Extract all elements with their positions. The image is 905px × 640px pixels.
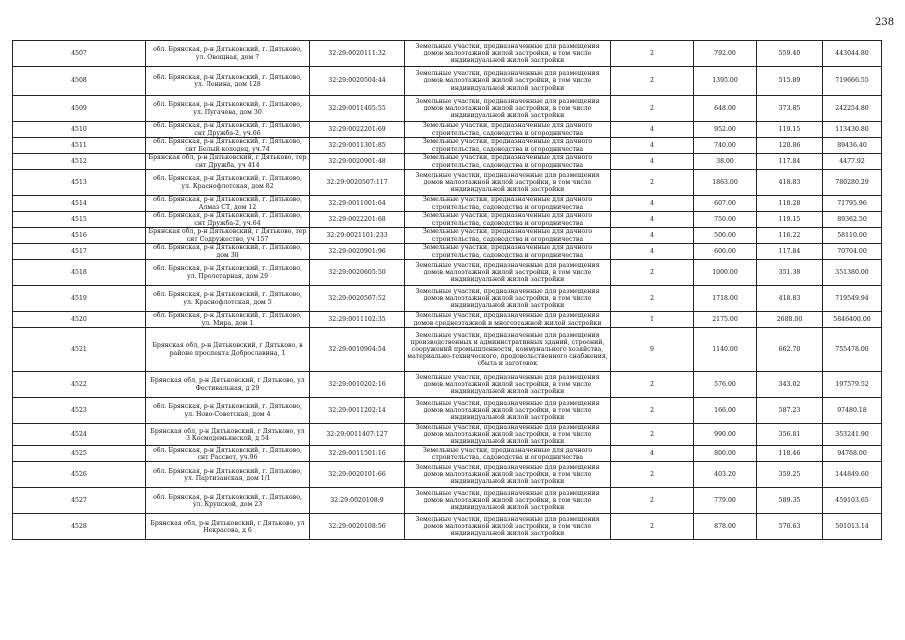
area-cell: 1000.00 — [694, 260, 757, 286]
table-row — [13, 312, 882, 328]
area-cell: 878.00 — [694, 514, 757, 540]
cadastral-number-cell: 32:29:0011301:85 — [310, 138, 405, 154]
address-cell: Брянская обл, р-н Дятьковский, г Дятьково, тер снт Дружба, уч 414 — [146, 154, 310, 170]
address-cell: обл. Брянская, р-н Дятьковский, г. Дятьково, ул. Пугачева, дом 30 — [146, 96, 310, 122]
land-use-cell: Земельные участки, предназначенные для размещения домов малоэтажной жилой застройки, в том числе индивидуальной жилой застройки — [405, 260, 611, 286]
row-number-cell: 4521 — [13, 328, 146, 372]
row-number-cell: 4513 — [13, 170, 146, 196]
row-number-cell: 4528 — [13, 514, 146, 540]
address-cell: обл. Брянская, р-н Дятьковский, г. Дятьково, дом 30 — [146, 244, 310, 260]
group-cell: 2 — [611, 488, 694, 514]
cadastral-value-cell: 113430.80 — [823, 122, 882, 138]
cadastral-value-cell: 353241.90 — [823, 424, 882, 446]
cadastral-number-cell: 32:29:0011501:16 — [310, 446, 405, 462]
price-cell: 356.81 — [757, 424, 823, 446]
cadastral-value-cell: 242254.80 — [823, 96, 882, 122]
land-use-cell: Земельные участки, предназначенные для размещения домов малоэтажной жилой застройки, в том числе индивидуальной жилой застройки — [405, 170, 611, 196]
land-use-cell: Земельные участки, предназначенные для размещения домов малоэтажной жилой застройки, в том числе индивидуальной жилой застройки — [405, 398, 611, 424]
group-cell: 4 — [611, 212, 694, 228]
price-cell: 570.63 — [757, 514, 823, 540]
row-number-cell: 4509 — [13, 96, 146, 122]
cadastral-value-cell: 351380.00 — [823, 260, 882, 286]
area-cell: 500.00 — [694, 228, 757, 244]
cadastral-value-cell: 70704.00 — [823, 244, 882, 260]
cadastral-number-cell: 32:29:0020101:66 — [310, 462, 405, 488]
price-cell: 119.15 — [757, 122, 823, 138]
address-cell: обл. Брянская, р-н Дятьковский, г. Дятьково, снт Белый колодец, уч.74 — [146, 138, 310, 154]
group-cell: 9 — [611, 328, 694, 372]
price-cell: 117.84 — [757, 154, 823, 170]
row-number-cell: 4508 — [13, 67, 146, 96]
land-use-cell: Земельные участки, предназначенные для дачного строительства, садоводства и огородничества — [405, 122, 611, 138]
price-cell: 515.89 — [757, 67, 823, 96]
cadastral-value-cell: 459103.65 — [823, 488, 882, 514]
cadastral-number-cell: 32:29:0011202:14 — [310, 398, 405, 424]
cadastral-number-cell: 32:29:0020108:9 — [310, 488, 405, 514]
area-cell: 166.00 — [694, 398, 757, 424]
group-cell: 4 — [611, 122, 694, 138]
group-cell: 4 — [611, 228, 694, 244]
area-cell: 952.00 — [694, 122, 757, 138]
address-cell: обл. Брянская, р-н Дятьковский, г. Дятьково, Алмаз СТ, дом 12 — [146, 196, 310, 212]
price-cell: 589.35 — [757, 488, 823, 514]
cadastral-number-cell: 32:29:0020507:117 — [310, 170, 405, 196]
land-use-cell: Земельные участки, предназначенные для размещения домов малоэтажной жилой застройки, в том числе индивидуальной жилой застройки — [405, 41, 611, 67]
group-cell: 2 — [611, 96, 694, 122]
row-number-cell: 4511 — [13, 138, 146, 154]
land-use-cell: Земельные участки, предназначенные для дачного строительства, садоводства и огородничества — [405, 196, 611, 212]
cadastral-value-cell: 780280.29 — [823, 170, 882, 196]
price-cell: 351.38 — [757, 260, 823, 286]
cadastral-number-cell: 32:29:0020901:48 — [310, 154, 405, 170]
row-number-cell: 4510 — [13, 122, 146, 138]
cadastral-value-cell: 5846400.00 — [823, 312, 882, 328]
land-use-cell: Земельные участки, предназначенные для размещения домов малоэтажной жилой застройки, в том числе индивидуальной жилой застройки — [405, 286, 611, 312]
address-cell: обл. Брянская, р-н Дятьковский, г. Дятьково, ул. Овощная, дом 7 — [146, 41, 310, 67]
group-cell: 2 — [611, 398, 694, 424]
group-cell: 2 — [611, 67, 694, 96]
address-cell: обл. Брянская, р-н Дятьковский, г. Дятьково, ул. Ленина, дом 128 — [146, 67, 310, 96]
price-cell: 120.86 — [757, 138, 823, 154]
table-body — [13, 41, 882, 540]
address-cell: обл. Брянская, р-н Дятьковский, г. Дятьково, ул. Мира, дом 1 — [146, 312, 310, 328]
table-row — [13, 372, 882, 398]
table-row — [13, 462, 882, 488]
cadastral-value-cell: 443044.80 — [823, 41, 882, 67]
group-cell: 4 — [611, 138, 694, 154]
row-number-cell: 4520 — [13, 312, 146, 328]
cadastral-number-cell: 32:29:0020605:50 — [310, 260, 405, 286]
cadastral-value-cell: 4477.92 — [823, 154, 882, 170]
price-cell: 117.84 — [757, 244, 823, 260]
area-cell: 740.00 — [694, 138, 757, 154]
group-cell: 2 — [611, 424, 694, 446]
group-cell: 4 — [611, 154, 694, 170]
row-number-cell: 4516 — [13, 228, 146, 244]
cadastral-number-cell: 32:29:0010904:54 — [310, 328, 405, 372]
price-cell: 343.02 — [757, 372, 823, 398]
row-number-cell: 4525 — [13, 446, 146, 462]
land-use-cell: Земельные участки, предназначенные для дачного строительства, садоводства и огородничества — [405, 138, 611, 154]
cadastral-value-cell: 144849.60 — [823, 462, 882, 488]
table-row — [13, 446, 882, 462]
page-number: 238 — [875, 17, 895, 28]
land-use-cell: Земельные участки, предназначенные для дачного строительства, садоводства и огородничества — [405, 244, 611, 260]
land-use-cell: Земельные участки, предназначенные для размещения домов малоэтажной жилой застройки, в том числе индивидуальной жилой застройки — [405, 462, 611, 488]
area-cell: 576.00 — [694, 372, 757, 398]
table-row — [13, 328, 882, 372]
cadastral-value-cell: 89436.40 — [823, 138, 882, 154]
cadastral-number-cell: 32:29:0022201:68 — [310, 212, 405, 228]
land-use-cell: Земельные участки, предназначенные для размещения домов малоэтажной жилой застройки, в том числе индивидуальной жилой застройки — [405, 424, 611, 446]
price-cell: 418.83 — [757, 170, 823, 196]
table-row — [13, 260, 882, 286]
land-use-cell: Земельные участки, предназначенные для размещения домов среднеэтажной и многоэтажной жилой застройки — [405, 312, 611, 328]
price-cell: 118.46 — [757, 446, 823, 462]
address-cell: Брянская обл, р-н Дятьковский, г Дятьково, ул Фестивальная, д 29 — [146, 372, 310, 398]
address-cell: обл. Брянская, р-н Дятьковский, г. Дятьково, ул. Ново-Советская, дом 4 — [146, 398, 310, 424]
area-cell: 1395.00 — [694, 67, 757, 96]
table-row — [13, 170, 882, 196]
row-number-cell: 4527 — [13, 488, 146, 514]
group-cell: 2 — [611, 170, 694, 196]
group-cell: 4 — [611, 244, 694, 260]
area-cell: 1140.00 — [694, 328, 757, 372]
cadastral-number-cell: 32:29:0020108:56 — [310, 514, 405, 540]
land-use-cell: Земельные участки, предназначенные для дачного строительства, садоводства и огородничества — [405, 154, 611, 170]
price-cell: 587.23 — [757, 398, 823, 424]
area-cell: 600.00 — [694, 244, 757, 260]
table-row — [13, 154, 882, 170]
land-use-cell: Земельные участки, предназначенные для дачного строительства, садоводства и огородничества — [405, 446, 611, 462]
address-cell: обл. Брянская, р-н Дятьковский, г. Дятьково, снт Рассвет, уч.96 — [146, 446, 310, 462]
row-number-cell: 4523 — [13, 398, 146, 424]
land-use-cell: Земельные участки, предназначенные для размещения домов малоэтажной жилой застройки, в том числе индивидуальной жилой застройки — [405, 488, 611, 514]
group-cell: 2 — [611, 260, 694, 286]
row-number-cell: 4517 — [13, 244, 146, 260]
cadastral-number-cell: 32:29:0020504:44 — [310, 67, 405, 96]
land-use-cell: Земельные участки, предназначенные для дачного строительства, садоводства и огородничества — [405, 228, 611, 244]
address-cell: обл. Брянская, р-н Дятьковский, г. Дятьково, снт Дружба-2, уч.66 — [146, 122, 310, 138]
table-row — [13, 196, 882, 212]
cadastral-value-cell: 501013.14 — [823, 514, 882, 540]
table-row — [13, 514, 882, 540]
cadastral-value-cell: 197579.52 — [823, 372, 882, 398]
address-cell: обл. Брянская, р-н Дятьковский, г. Дятьково, снт Дружба-2, уч.64 — [146, 212, 310, 228]
address-cell: Брянская обл, р-н Дятьковский, г Дятьково, ул З Космодемьянской, д 54 — [146, 424, 310, 446]
cadastral-value-cell: 94768.00 — [823, 446, 882, 462]
price-cell: 2688.00 — [757, 312, 823, 328]
table-row — [13, 138, 882, 154]
price-cell: 118.28 — [757, 196, 823, 212]
group-cell: 2 — [611, 41, 694, 67]
cadastral-value-cell: 71795.96 — [823, 196, 882, 212]
table-row — [13, 398, 882, 424]
group-cell: 4 — [611, 446, 694, 462]
price-cell: 662.70 — [757, 328, 823, 372]
table-row — [13, 212, 882, 228]
land-use-cell: Земельные участки, предназначенные для размещения домов малоэтажной жилой застройки, в том числе индивидуальной жилой застройки — [405, 96, 611, 122]
cadastral-number-cell: 32:29:0011001:64 — [310, 196, 405, 212]
cadastral-number-cell: 32:29:0020111:32 — [310, 41, 405, 67]
area-cell: 2175.00 — [694, 312, 757, 328]
cadastral-value-cell: 97480.18 — [823, 398, 882, 424]
area-cell: 779.00 — [694, 488, 757, 514]
area-cell: 800.00 — [694, 446, 757, 462]
cadastral-number-cell: 32:29:0020901:96 — [310, 244, 405, 260]
table-row — [13, 228, 882, 244]
group-cell: 2 — [611, 462, 694, 488]
area-cell: 403.20 — [694, 462, 757, 488]
price-cell: 119.15 — [757, 212, 823, 228]
group-cell: 2 — [611, 372, 694, 398]
cadastral-value-cell: 719666.55 — [823, 67, 882, 96]
group-cell: 4 — [611, 196, 694, 212]
table-row — [13, 488, 882, 514]
price-cell: 559.40 — [757, 41, 823, 67]
area-cell: 792.00 — [694, 41, 757, 67]
address-cell: обл. Брянская, р-н Дятьковский, г. Дятьково, ул. Краснофлотская, дом 82 — [146, 170, 310, 196]
table-row — [13, 41, 882, 67]
land-registry-table — [12, 40, 882, 540]
cadastral-number-cell: 32:29:0021101:233 — [310, 228, 405, 244]
address-cell: Брянская обл, р-н Дятьковский, г Дятьково, ул Некрасова, д 6 — [146, 514, 310, 540]
price-cell: 373.85 — [757, 96, 823, 122]
cadastral-value-cell: 755478.00 — [823, 328, 882, 372]
table-row — [13, 122, 882, 138]
price-cell: 359.25 — [757, 462, 823, 488]
group-cell: 1 — [611, 312, 694, 328]
price-cell: 418.83 — [757, 286, 823, 312]
cadastral-number-cell: 32:29:0011102:35 — [310, 312, 405, 328]
area-cell: 750.00 — [694, 212, 757, 228]
cadastral-number-cell: 32:29:0020507:52 — [310, 286, 405, 312]
land-use-cell: Земельные участки, предназначенные для размещения домов малоэтажной жилой застройки, в том числе индивидуальной жилой застройки — [405, 67, 611, 96]
row-number-cell: 4507 — [13, 41, 146, 67]
row-number-cell: 4514 — [13, 196, 146, 212]
row-number-cell: 4512 — [13, 154, 146, 170]
cadastral-number-cell: 32:29:0011405:55 — [310, 96, 405, 122]
area-cell: 607.00 — [694, 196, 757, 212]
land-use-cell: Земельные участки, предназначенные для размещения производственных и административных зданий, строений, сооружений промышленности, коммунального хозяйства, материально-технического, продовольственного снабжения, сбыта и заготовок — [405, 328, 611, 372]
cadastral-value-cell: 719549.94 — [823, 286, 882, 312]
group-cell: 2 — [611, 286, 694, 312]
table-row — [13, 67, 882, 96]
cadastral-number-cell: 32:29:0011407:127 — [310, 424, 405, 446]
cadastral-number-cell: 32:29:0010202:16 — [310, 372, 405, 398]
area-cell: 38.00 — [694, 154, 757, 170]
cadastral-value-cell: 58110.00 — [823, 228, 882, 244]
row-number-cell: 4515 — [13, 212, 146, 228]
area-cell: 1863.00 — [694, 170, 757, 196]
table-row — [13, 286, 882, 312]
row-number-cell: 4526 — [13, 462, 146, 488]
land-use-cell: Земельные участки, предназначенные для размещения домов малоэтажной жилой застройки, в том числе индивидуальной жилой застройки — [405, 514, 611, 540]
cadastral-value-cell: 89362.50 — [823, 212, 882, 228]
group-cell: 2 — [611, 514, 694, 540]
address-cell: обл. Брянская, р-н Дятьковский, г. Дятьково, ул. Крупской, дом 23 — [146, 488, 310, 514]
area-cell: 990.00 — [694, 424, 757, 446]
cadastral-number-cell: 32:29:0022201:69 — [310, 122, 405, 138]
address-cell: Брянская обл, р-н Дятьковский, г Дятьково, в районе проспекта Доброславина, 1 — [146, 328, 310, 372]
row-number-cell: 4518 — [13, 260, 146, 286]
row-number-cell: 4519 — [13, 286, 146, 312]
area-cell: 1718.00 — [694, 286, 757, 312]
address-cell: обл. Брянская, р-н Дятьковский, г. Дятьково, ул. Пролетарная, дом 29 — [146, 260, 310, 286]
address-cell: обл. Брянская, р-н Дятьковский, г. Дятьково, ул. Краснофлотская, дом 5 — [146, 286, 310, 312]
table-row — [13, 96, 882, 122]
row-number-cell: 4522 — [13, 372, 146, 398]
address-cell: Брянская обл, р-н Дятьковский, г Дятьково, тер снт Содружество, уч 157 — [146, 228, 310, 244]
land-use-cell: Земельные участки, предназначенные для размещения домов малоэтажной жилой застройки, в том числе индивидуальной жилой застройки — [405, 372, 611, 398]
row-number-cell: 4524 — [13, 424, 146, 446]
table-row — [13, 424, 882, 446]
price-cell: 116.22 — [757, 228, 823, 244]
area-cell: 648.00 — [694, 96, 757, 122]
land-use-cell: Земельные участки, предназначенные для дачного строительства, садоводства и огородничества — [405, 212, 611, 228]
table-row — [13, 244, 882, 260]
address-cell: обл. Брянская, р-н Дятьковский, г. Дятьково, ул. Партизанская, дом 1/1 — [146, 462, 310, 488]
